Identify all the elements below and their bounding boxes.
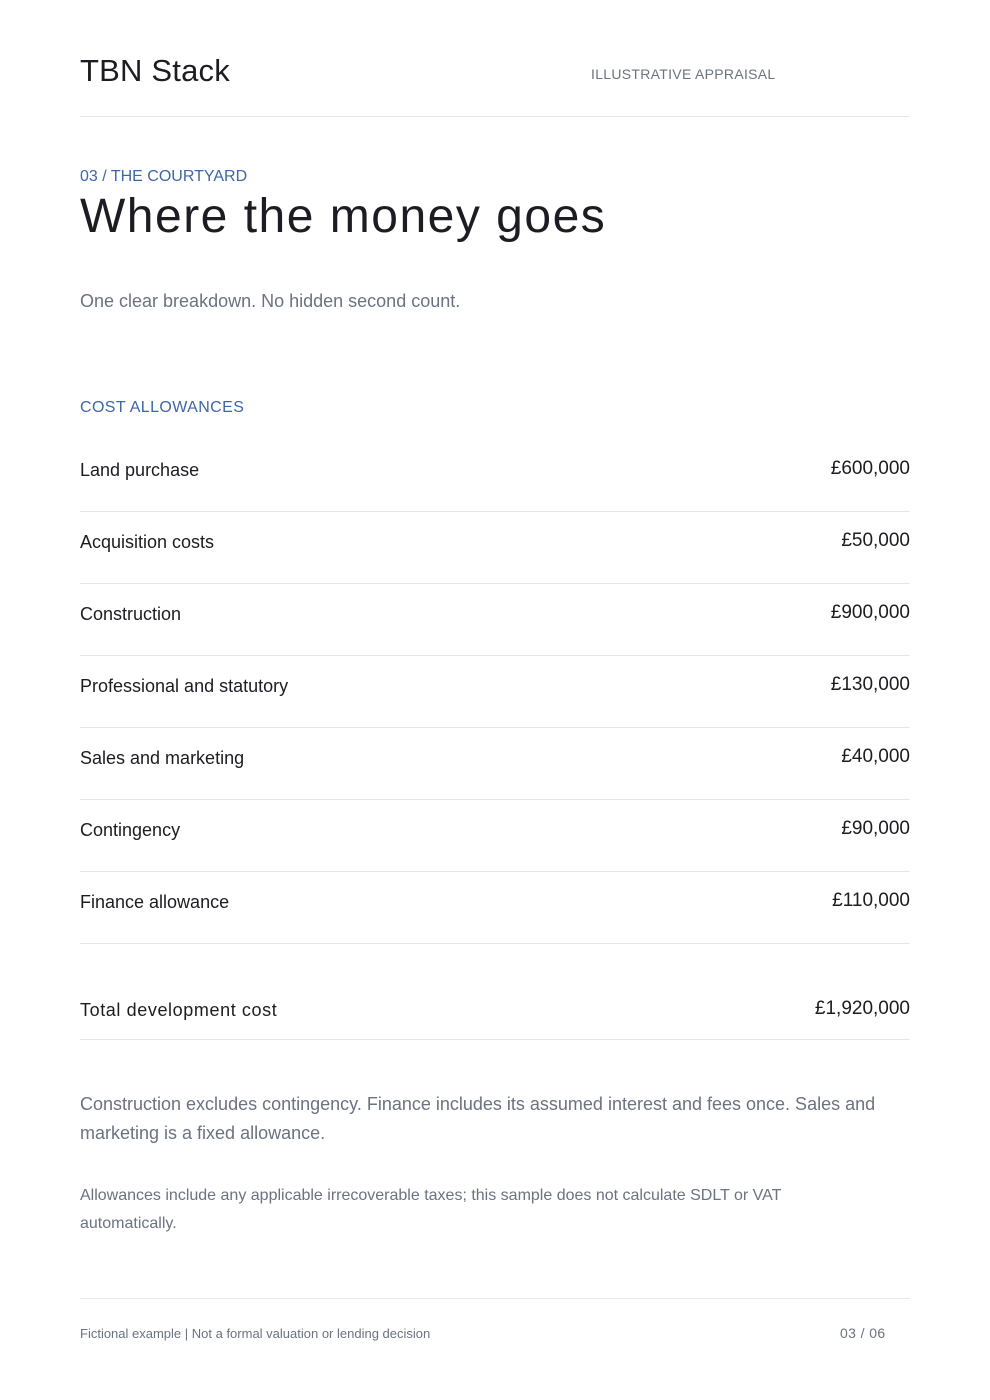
total-row: [80, 980, 910, 1040]
page-header: [80, 52, 910, 117]
cost-row-acquisition-costs: [80, 512, 910, 584]
cost-label: Sales and marketing: [80, 748, 245, 768]
cost-value: £90,000: [841, 818, 910, 839]
cost-value: £600,000: [830, 458, 910, 479]
page-title: Where the money goes: [80, 190, 607, 243]
cost-label: Contingency: [80, 820, 181, 840]
cost-row-finance-allowance: [80, 872, 910, 944]
cost-section-label: COST ALLOWANCES: [80, 399, 245, 416]
section-eyebrow: 03 / THE COURTYARD: [80, 168, 248, 185]
cost-value: £130,000: [830, 674, 910, 695]
cost-row-professional-statutory: [80, 656, 910, 728]
brand-name: TBN Stack: [80, 53, 230, 88]
cost-label: Land purchase: [80, 460, 200, 480]
cost-value: £50,000: [841, 530, 910, 551]
cost-value: £900,000: [830, 602, 910, 623]
page-footer: [80, 1298, 910, 1359]
cost-list: [80, 440, 910, 944]
footer-disclaimer: Fictional example | Not a formal valuation or lending decision: [80, 1326, 431, 1341]
page-number: 03 / 06: [840, 1325, 886, 1341]
cost-value: £40,000: [841, 746, 910, 767]
cost-value: £110,000: [832, 890, 910, 911]
total-label: Total development cost: [80, 1000, 278, 1020]
cost-label: Professional and statutory: [80, 676, 289, 696]
tax-note: Allowances include any applicable irrecoverable taxes; this sample does not calculate SDLT or VAT automatically.: [80, 1187, 782, 1232]
cost-label: Acquisition costs: [80, 532, 215, 552]
page-subtitle: One clear breakdown. No hidden second count.: [80, 291, 461, 311]
header-tag: ILLUSTRATIVE APPRAISAL: [591, 66, 776, 82]
cost-label: Finance allowance: [80, 892, 230, 912]
cost-row-land-purchase: [80, 440, 910, 512]
document-page: [80, 0, 910, 1400]
cost-row-construction: [80, 584, 910, 656]
total-value: £1,920,000: [814, 998, 910, 1019]
cost-row-contingency: [80, 800, 910, 872]
cost-row-sales-marketing: [80, 728, 910, 800]
cost-label: Construction: [80, 604, 182, 624]
explanatory-note: Construction excludes contingency. Finance includes its assumed interest and fees once. Sales and marketing is a fixed allowance.: [80, 1094, 876, 1143]
